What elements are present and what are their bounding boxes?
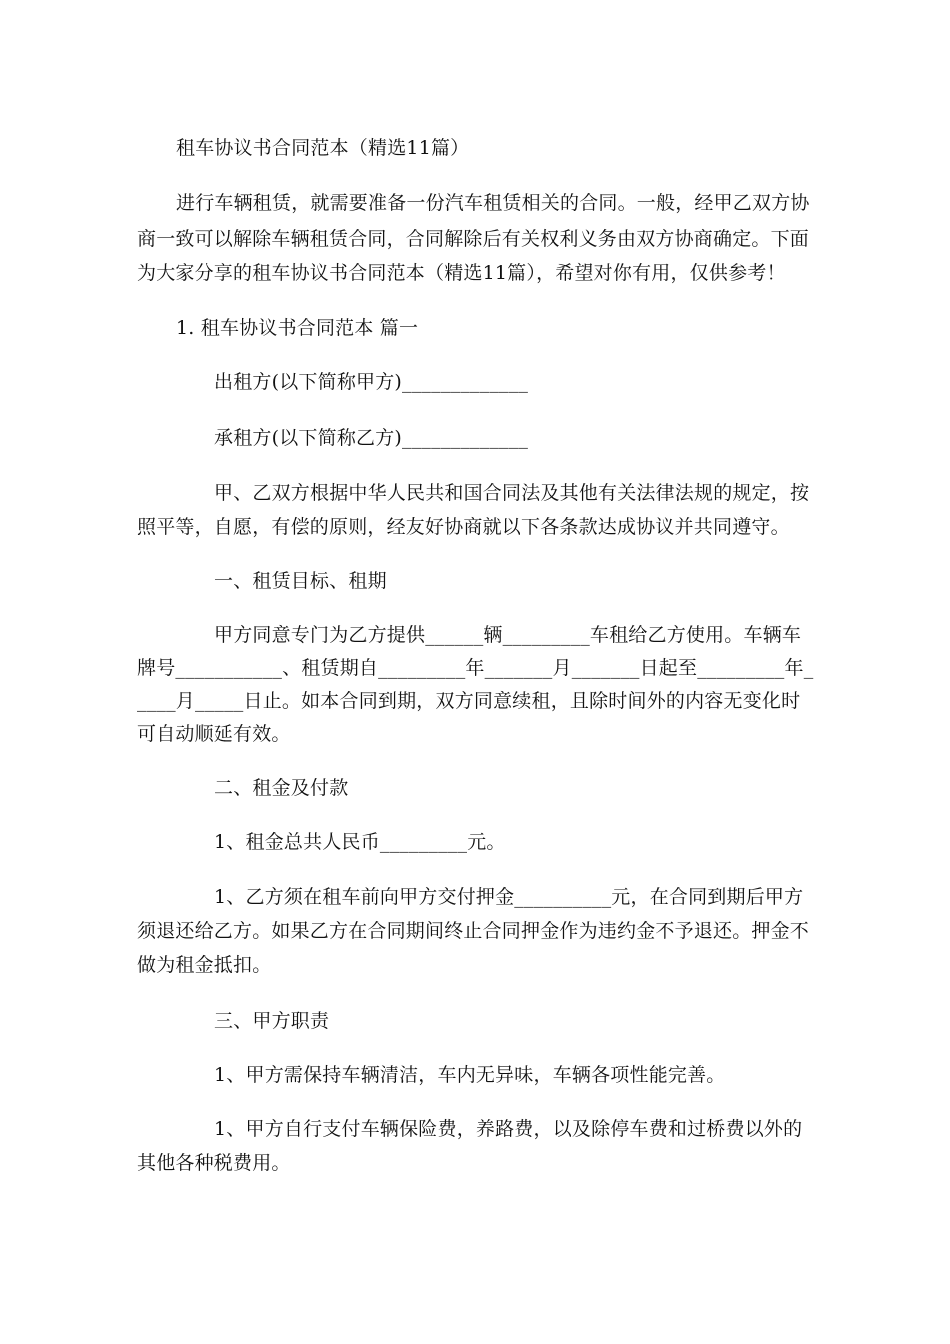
clause3-item-1: 1、甲方需保持车辆清洁，车内无异味，车辆各项性能完善。 [214,1064,726,1086]
clause2-item-2-line-3: 做为租金抵扣。 [137,954,272,976]
clause2-item-2-line-1: 1、乙方须在租车前向甲方交付押金__________元，在合同到期后甲方 [214,886,804,908]
lessor-line: 出租方(以下简称甲方)_____________ [214,371,529,393]
clause1-line-1: 甲方同意专门为乙方提供______辆_________车租给乙方使用。车辆车 [214,624,802,646]
lessee-line: 承租方(以下简称乙方)_____________ [214,427,529,449]
clause3-heading: 三、甲方职责 [214,1010,330,1032]
preamble-line-1: 甲、乙双方根据中华人民共和国合同法及其他有关法律法规的规定，按 [214,482,810,504]
preamble-line-2: 照平等，自愿，有偿的原则，经友好协商就以下各条款达成协议并共同遵守。 [137,516,790,538]
document-title: 租车协议书合同范本（精选11篇） [176,137,470,159]
clause3-item-2-line-1: 1、甲方自行支付车辆保险费，养路费，以及除停车费和过桥费以外的 [214,1118,803,1140]
clause2-heading: 二、租金及付款 [214,777,349,799]
clause1-line-2: 牌号___________、租赁期自_________年_______月_______日起至_________年_ [137,657,814,679]
clause1-line-4: 可自动顺延有效。 [137,723,291,745]
intro-line-3: 为大家分享的租车协议书合同范本（精选11篇），希望对你有用，仅供参考！ [137,262,786,284]
section-heading: 1. 租车协议书合同范本 篇一 [176,317,419,339]
clause1-line-3: ____月_____日止。如本合同到期，双方同意续租，且除时间外的内容无变化时 [137,690,801,712]
clause2-item-1: 1、租金总共人民币_________元。 [214,831,506,853]
clause2-item-2-line-2: 须退还给乙方。如果乙方在合同期间终止合同押金作为违约金不予退还。押金不 [137,920,810,942]
clause1-heading: 一、租赁目标、租期 [214,570,387,592]
intro-line-1: 进行车辆租赁，就需要准备一份汽车租赁相关的合同。一般，经甲乙双方协 [176,192,810,214]
clause3-item-2-line-2: 其他各种税费用。 [137,1152,291,1174]
intro-line-2: 商一致可以解除车辆租赁合同，合同解除后有关权利义务由双方协商确定。下面 [137,228,810,250]
